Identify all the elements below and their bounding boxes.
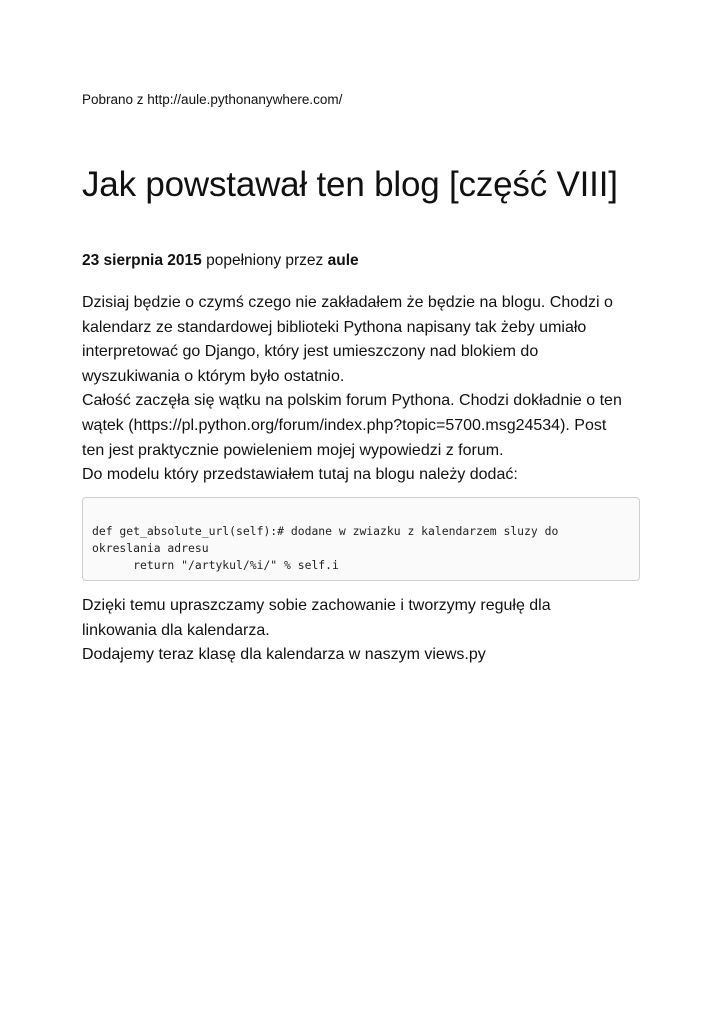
text-line: Dzięki temu upraszczamy sobie zachowanie i tworzymy regułę dla — [82, 597, 551, 614]
text-line: linkowania dla kalendarza. — [82, 621, 270, 639]
post-title: Jak powstawał ten blog [część VIII] — [82, 165, 618, 204]
code-block — [82, 497, 640, 581]
text-line: Dodajemy teraz klasę dla kalendarza w naszym views.py — [82, 646, 486, 664]
post-paragraph-intro — [82, 291, 622, 488]
post-date: 23 sierpnia 2015 — [82, 252, 202, 269]
post-meta — [82, 251, 359, 271]
text-line: wyszukiwania o którym było ostatnio. — [82, 367, 345, 385]
text-line: Dzisiaj będzie o czymś czego nie zakładałem że będzie na blogu. Chodzi o — [82, 294, 613, 311]
text-line: wątek (https://pl.python.org/forum/index.php?topic=5700.msg24534). Post — [82, 416, 607, 434]
source-line: Pobrano z http://aule.pythonanywhere.com/ — [82, 92, 343, 107]
post-author: aule — [327, 252, 359, 269]
text-line: Do modelu który przedstawiałem tutaj na blogu należy dodać: — [82, 466, 518, 484]
post-paragraph-followup — [82, 594, 551, 668]
post-by-text: popełniony przez — [206, 252, 324, 269]
text-line: kalendarz ze standardowej biblioteki Pythona napisany tak żeby umiało — [82, 318, 587, 336]
text-line: interpretować go Django, który jest umieszczony nad blokiem do — [82, 343, 539, 361]
code-content: def get_absolute_url(self):# dodane w zwiazku z kalendarzem sluzy do okreslania adresu return "/artykul/%i/" % self.i — [92, 524, 559, 572]
text-line: ten jest praktycznie powieleniem mojej wypowiedzi z forum. — [82, 441, 504, 459]
text-line: Całość zaczęła się wątku na polskim forum Pythona. Chodzi dokładnie o ten — [82, 392, 622, 410]
